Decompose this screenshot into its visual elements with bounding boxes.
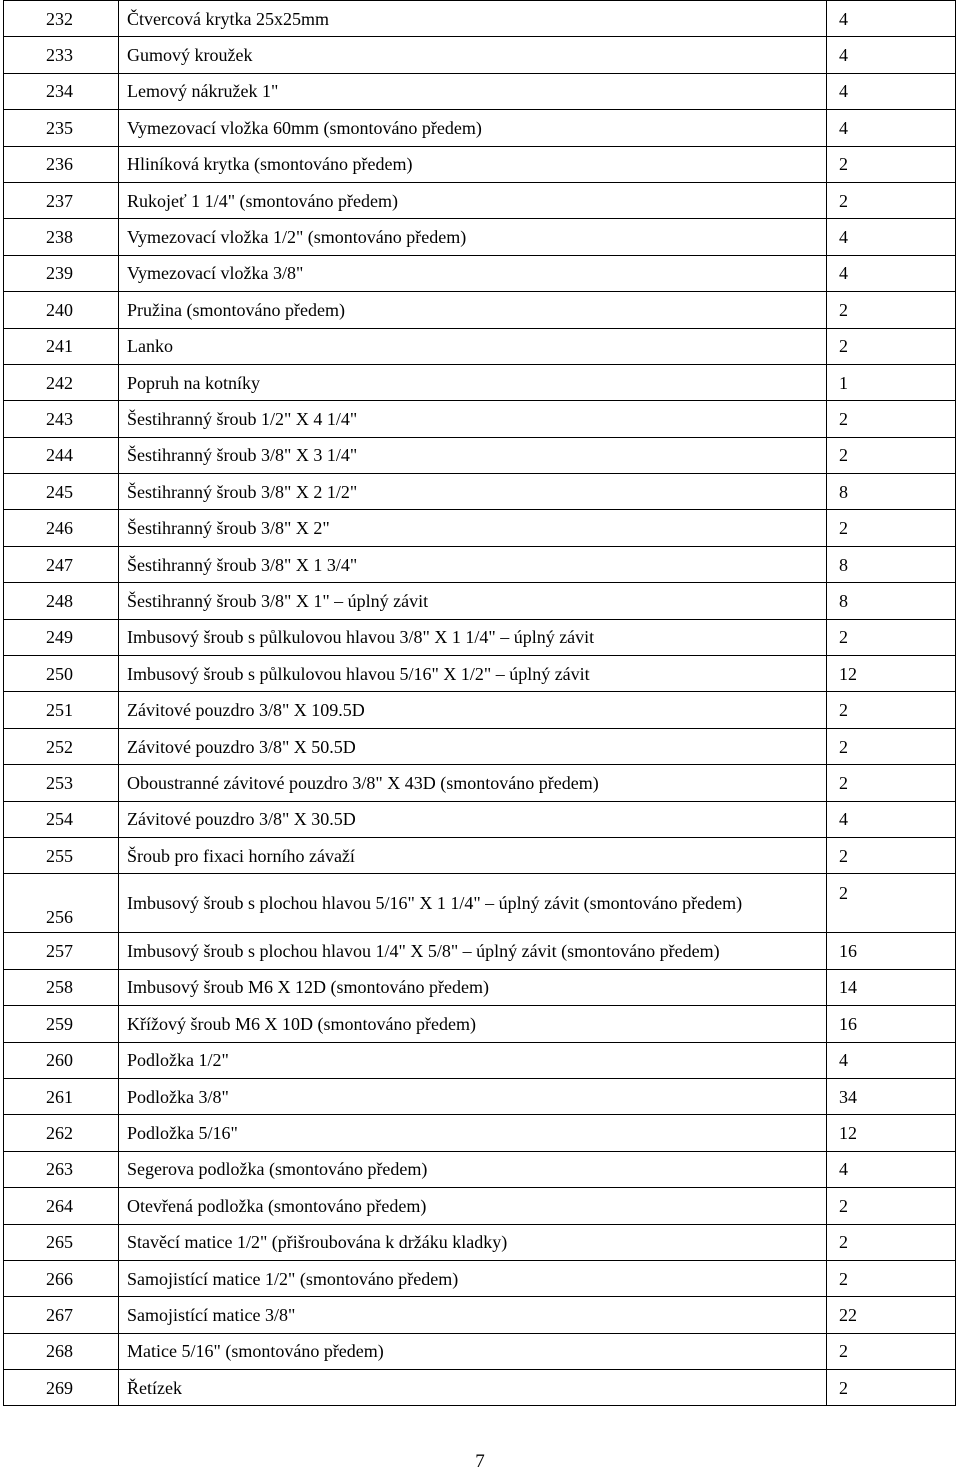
part-number-cell: 232 [4,1,119,37]
part-number-cell: 246 [4,510,119,546]
part-description-cell: Podložka 5/16" [119,1115,827,1151]
part-description-cell: Lanko [119,328,827,364]
part-number-cell: 253 [4,765,119,801]
part-number-cell: 249 [4,619,119,655]
part-number-cell: 234 [4,73,119,109]
part-quantity-cell: 22 [827,1297,956,1333]
table-row [4,619,956,655]
part-quantity-cell: 2 [827,1188,956,1224]
part-description-cell: Popruh na kotníky [119,364,827,400]
table-row [4,1260,956,1296]
part-number-cell: 236 [4,146,119,182]
table-row [4,728,956,764]
part-quantity-cell: 2 [827,292,956,328]
part-description-cell: Imbusový šroub s půlkulovou hlavou 5/16" X 1/2" – úplný závit [119,656,827,692]
table-row [4,837,956,873]
part-number-cell: 268 [4,1333,119,1369]
part-number-cell: 266 [4,1260,119,1296]
part-quantity-cell: 2 [827,765,956,801]
part-description-cell: Segerova podložka (smontováno předem) [119,1151,827,1187]
part-number-cell: 259 [4,1006,119,1042]
part-description-cell: Křížový šroub M6 X 10D (smontováno předem) [119,1006,827,1042]
table-row [4,692,956,728]
table-row [4,110,956,146]
table-row [4,146,956,182]
part-description-cell: Lemový nákružek 1" [119,73,827,109]
part-quantity-cell: 2 [827,1333,956,1369]
page-number: 7 [475,1451,485,1472]
part-quantity-cell: 16 [827,1006,956,1042]
table-row [4,1,956,37]
part-quantity-cell: 12 [827,656,956,692]
table-row [4,1006,956,1042]
part-number-cell: 235 [4,110,119,146]
part-description-cell: Vymezovací vložka 3/8" [119,255,827,291]
part-quantity-cell: 2 [827,1224,956,1260]
part-quantity-cell: 2 [827,728,956,764]
table-row [4,1370,956,1406]
part-quantity-cell: 2 [827,874,956,933]
part-quantity-cell: 8 [827,474,956,510]
parts-list-body [4,1,956,1406]
part-quantity-cell: 1 [827,364,956,400]
part-number-cell: 256 [4,874,119,933]
part-number-cell: 263 [4,1151,119,1187]
part-quantity-cell: 4 [827,219,956,255]
part-number-cell: 237 [4,182,119,218]
part-description-cell: Imbusový šroub M6 X 12D (smontováno předem) [119,969,827,1005]
table-row [4,1297,956,1333]
part-quantity-cell: 2 [827,146,956,182]
table-row [4,474,956,510]
part-description-cell: Vymezovací vložka 1/2" (smontováno předem) [119,219,827,255]
part-description-cell: Šestihranný šroub 1/2" X 4 1/4" [119,401,827,437]
part-number-cell: 241 [4,328,119,364]
part-number-cell: 244 [4,437,119,473]
part-quantity-cell: 2 [827,1260,956,1296]
part-description-cell: Imbusový šroub s plochou hlavou 1/4" X 5/8" – úplný závit (smontováno předem) [119,933,827,969]
part-description-cell: Šestihranný šroub 3/8" X 2" [119,510,827,546]
part-quantity-cell: 4 [827,255,956,291]
table-row [4,292,956,328]
table-row [4,969,956,1005]
part-number-cell: 262 [4,1115,119,1151]
part-number-cell: 267 [4,1297,119,1333]
part-number-cell: 243 [4,401,119,437]
table-row [4,1188,956,1224]
part-description-cell: Samojistící matice 3/8" [119,1297,827,1333]
part-description-cell: Šroub pro fixaci horního závaží [119,837,827,873]
part-quantity-cell: 34 [827,1078,956,1114]
table-row [4,328,956,364]
table-row [4,401,956,437]
part-number-cell: 247 [4,546,119,582]
part-description-cell: Čtvercová krytka 25x25mm [119,1,827,37]
part-description-cell: Podložka 3/8" [119,1078,827,1114]
part-description-cell: Imbusový šroub s plochou hlavou 5/16" X 1 1/4" – úplný závit (smontováno předem) [119,874,827,933]
table-row [4,933,956,969]
part-quantity-cell: 2 [827,182,956,218]
table-row [4,874,956,933]
part-number-cell: 269 [4,1370,119,1406]
table-row [4,182,956,218]
part-quantity-cell: 2 [827,510,956,546]
part-description-cell: Imbusový šroub s půlkulovou hlavou 3/8" X 1 1/4" – úplný závit [119,619,827,655]
part-quantity-cell: 2 [827,328,956,364]
table-row [4,1078,956,1114]
part-number-cell: 240 [4,292,119,328]
table-row [4,219,956,255]
table-row [4,73,956,109]
part-description-cell: Šestihranný šroub 3/8" X 1 3/4" [119,546,827,582]
table-row [4,364,956,400]
part-number-cell: 257 [4,933,119,969]
part-number-cell: 238 [4,219,119,255]
table-row [4,546,956,582]
table-row [4,437,956,473]
part-number-cell: 245 [4,474,119,510]
part-quantity-cell: 2 [827,401,956,437]
parts-list-table [3,0,956,1406]
part-quantity-cell: 4 [827,1042,956,1078]
part-quantity-cell: 2 [827,837,956,873]
part-quantity-cell: 2 [827,1370,956,1406]
part-number-cell: 254 [4,801,119,837]
part-quantity-cell: 16 [827,933,956,969]
part-description-cell: Samojistící matice 1/2" (smontováno předem) [119,1260,827,1296]
table-row [4,1151,956,1187]
part-quantity-cell: 4 [827,801,956,837]
part-quantity-cell: 8 [827,583,956,619]
part-description-cell: Matice 5/16" (smontováno předem) [119,1333,827,1369]
part-description-cell: Oboustranné závitové pouzdro 3/8" X 43D (smontováno předem) [119,765,827,801]
part-number-cell: 248 [4,583,119,619]
part-quantity-cell: 12 [827,1115,956,1151]
part-description-cell: Hliníková krytka (smontováno předem) [119,146,827,182]
part-number-cell: 265 [4,1224,119,1260]
part-description-cell: Rukojeť 1 1/4" (smontováno předem) [119,182,827,218]
part-number-cell: 250 [4,656,119,692]
part-number-cell: 233 [4,37,119,73]
part-description-cell: Gumový kroužek [119,37,827,73]
part-quantity-cell: 2 [827,619,956,655]
part-number-cell: 251 [4,692,119,728]
part-quantity-cell: 4 [827,1,956,37]
part-quantity-cell: 14 [827,969,956,1005]
table-row [4,37,956,73]
table-row [4,583,956,619]
part-number-cell: 261 [4,1078,119,1114]
part-description-cell: Řetízek [119,1370,827,1406]
part-description-cell: Vymezovací vložka 60mm (smontováno předem) [119,110,827,146]
part-quantity-cell: 4 [827,1151,956,1187]
part-description-cell: Otevřená podložka (smontováno předem) [119,1188,827,1224]
part-quantity-cell: 2 [827,437,956,473]
part-number-cell: 239 [4,255,119,291]
table-row [4,255,956,291]
part-quantity-cell: 4 [827,37,956,73]
part-description-cell: Závitové pouzdro 3/8" X 30.5D [119,801,827,837]
part-number-cell: 255 [4,837,119,873]
part-quantity-cell: 8 [827,546,956,582]
table-row [4,1224,956,1260]
table-row [4,1333,956,1369]
part-number-cell: 252 [4,728,119,764]
part-description-cell: Stavěcí matice 1/2" (přišroubována k držáku kladky) [119,1224,827,1260]
table-row [4,656,956,692]
part-description-cell: Podložka 1/2" [119,1042,827,1078]
part-description-cell: Závitové pouzdro 3/8" X 109.5D [119,692,827,728]
part-quantity-cell: 4 [827,73,956,109]
part-quantity-cell: 2 [827,692,956,728]
table-row [4,1115,956,1151]
part-quantity-cell: 4 [827,110,956,146]
table-row [4,510,956,546]
part-number-cell: 260 [4,1042,119,1078]
part-number-cell: 258 [4,969,119,1005]
part-number-cell: 264 [4,1188,119,1224]
part-description-cell: Šestihranný šroub 3/8" X 1" – úplný závit [119,583,827,619]
table-row [4,801,956,837]
part-description-cell: Závitové pouzdro 3/8" X 50.5D [119,728,827,764]
table-row [4,765,956,801]
table-row [4,1042,956,1078]
part-description-cell: Šestihranný šroub 3/8" X 2 1/2" [119,474,827,510]
part-number-cell: 242 [4,364,119,400]
part-description-cell: Šestihranný šroub 3/8" X 3 1/4" [119,437,827,473]
part-description-cell: Pružina (smontováno předem) [119,292,827,328]
